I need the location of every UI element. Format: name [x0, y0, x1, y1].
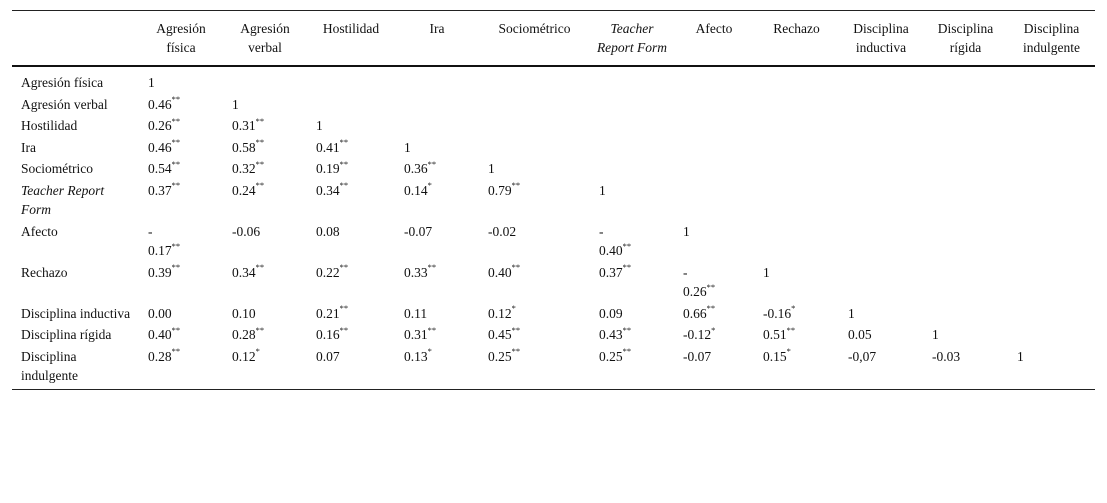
table-cell — [479, 220, 590, 261]
significance-marker: ** — [427, 158, 437, 169]
table-header — [12, 11, 1095, 67]
table-cell — [674, 261, 754, 302]
cell-value: 0.25 — [599, 348, 623, 364]
table-cell — [307, 220, 395, 261]
column-header-label: Rechazo — [773, 21, 820, 36]
table-cell — [839, 345, 923, 390]
cell-value: 0.24 — [232, 182, 256, 198]
table-cell — [754, 136, 839, 158]
table-cell — [754, 157, 839, 179]
table-cell — [754, 93, 839, 115]
cell-value: 1 — [232, 96, 239, 112]
cell-value: -0.02 — [488, 223, 517, 239]
table-cell — [307, 114, 395, 136]
significance-marker: ** — [339, 303, 349, 313]
cell-value: 0.11 — [404, 305, 428, 321]
significance-marker: ** — [171, 115, 181, 126]
cell-value: 0.00 — [148, 305, 172, 321]
cell-value: 1 — [488, 161, 495, 176]
header-corner-cell — [12, 11, 139, 67]
significance-marker: ** — [706, 303, 716, 313]
table-cell — [1008, 345, 1095, 390]
column-header-label: Hostilidad — [322, 21, 380, 36]
significance-marker: ** — [427, 324, 437, 335]
significance-marker: * — [791, 303, 796, 313]
significance-marker: * — [511, 303, 516, 313]
cell-value: 0.79 — [488, 182, 512, 198]
table-cell — [395, 114, 479, 136]
cell-value: 0.26 — [148, 118, 172, 133]
cell-value: 0.40 — [488, 264, 512, 280]
table-cell — [479, 114, 590, 136]
significance-marker: ** — [339, 324, 349, 335]
table-cell — [590, 323, 674, 345]
column-header — [754, 11, 839, 67]
significance-marker: ** — [171, 94, 181, 104]
table-cell — [139, 136, 223, 158]
column-header — [307, 11, 395, 67]
row-label: Sociométrico — [21, 161, 93, 176]
table-cell — [590, 302, 674, 324]
table-cell — [479, 157, 590, 179]
cell-value: 0.54 — [148, 161, 172, 176]
cell-value: 0.10 — [232, 305, 256, 321]
significance-marker: ** — [622, 346, 632, 356]
cell-value: 0.33 — [404, 264, 428, 280]
column-header-label: Disciplina indulgente — [1023, 21, 1080, 55]
table-cell — [139, 66, 223, 93]
significance-marker: ** — [255, 324, 265, 335]
table-cell — [307, 136, 395, 158]
table-cell — [674, 136, 754, 158]
table-cell — [839, 220, 923, 261]
column-header — [590, 11, 674, 67]
column-header-label: Agresión física — [156, 21, 206, 55]
cell-value: -0.07 — [683, 348, 712, 364]
table-cell — [839, 157, 923, 179]
table-cell — [479, 302, 590, 324]
cell-value: -0.06 — [232, 223, 261, 239]
cell-value: -0,07 — [848, 348, 877, 364]
cell-value: 0.05 — [848, 327, 872, 342]
cell-value: 0.34 — [232, 264, 256, 280]
significance-marker: ** — [171, 137, 181, 147]
row-label: Rechazo — [21, 264, 68, 280]
table-cell — [395, 323, 479, 345]
table-cell — [674, 114, 754, 136]
significance-marker: ** — [255, 262, 265, 272]
table-cell — [223, 323, 307, 345]
table-row — [12, 93, 1095, 115]
significance-marker: ** — [171, 324, 181, 335]
table-cell — [223, 114, 307, 136]
table-cell — [754, 302, 839, 324]
table-cell — [754, 220, 839, 261]
table-body — [12, 66, 1095, 389]
cell-value: 0.12 — [232, 348, 256, 364]
table-cell — [307, 261, 395, 302]
row-label: Agresión verbal — [21, 96, 108, 112]
row-label: Teacher Report Form — [21, 182, 105, 217]
column-header — [923, 11, 1008, 67]
column-header — [479, 11, 590, 67]
table-cell — [223, 345, 307, 390]
table-cell — [139, 261, 223, 302]
cell-value: 0.41 — [316, 139, 340, 155]
table-cell — [923, 179, 1008, 220]
cell-value: 0.25 — [488, 348, 512, 364]
cell-value: 0.46 — [148, 139, 172, 155]
table-cell — [479, 93, 590, 115]
significance-marker: * — [786, 346, 791, 356]
table-cell — [1008, 136, 1095, 158]
significance-marker: ** — [706, 281, 716, 292]
cell-value: 0.09 — [599, 305, 623, 321]
table-cell — [590, 114, 674, 136]
table-cell — [674, 93, 754, 115]
cell-value: 0.28 — [148, 348, 172, 364]
cell-value: 0.13 — [404, 348, 428, 364]
significance-marker: ** — [511, 262, 521, 272]
table-cell — [923, 136, 1008, 158]
table-cell — [307, 66, 395, 93]
cell-value: - 0.40 — [599, 223, 623, 258]
significance-marker: ** — [255, 137, 265, 147]
column-header-label: Sociométrico — [498, 21, 571, 36]
table-cell — [223, 136, 307, 158]
table-cell — [479, 261, 590, 302]
table-cell — [395, 345, 479, 390]
table-cell — [590, 66, 674, 93]
significance-marker: * — [427, 346, 432, 356]
cell-value: 0.39 — [148, 264, 172, 280]
significance-marker: ** — [339, 158, 349, 169]
cell-value: 0.66 — [683, 305, 707, 321]
cell-value: 1 — [599, 182, 606, 198]
significance-marker: ** — [339, 262, 349, 272]
cell-value: 0.37 — [599, 264, 623, 280]
table-cell — [754, 179, 839, 220]
significance-marker: ** — [171, 158, 181, 169]
table-cell — [395, 179, 479, 220]
table-cell — [754, 114, 839, 136]
column-header-label: Ira — [429, 21, 445, 36]
table-cell — [590, 261, 674, 302]
significance-marker: ** — [622, 324, 632, 335]
table-cell — [923, 220, 1008, 261]
cell-value: -0.03 — [932, 348, 961, 364]
significance-marker: * — [711, 324, 716, 335]
cell-value: 1 — [316, 118, 323, 133]
table-cell — [1008, 114, 1095, 136]
table-cell — [923, 157, 1008, 179]
significance-marker: ** — [171, 346, 181, 356]
table-cell — [1008, 93, 1095, 115]
cell-value: - 0.17 — [148, 223, 172, 258]
column-header — [1008, 11, 1095, 67]
column-header — [139, 11, 223, 67]
significance-marker: ** — [255, 115, 265, 126]
row-label: Disciplina inductiva — [21, 305, 131, 321]
cell-value: -0.07 — [404, 223, 433, 239]
cell-value: 0.37 — [148, 182, 172, 198]
cell-value: 1 — [404, 139, 411, 155]
table-cell — [590, 93, 674, 115]
cell-value: 0.28 — [232, 327, 256, 342]
column-header — [674, 11, 754, 67]
table-cell — [223, 157, 307, 179]
table-cell — [223, 93, 307, 115]
cell-value: 0.07 — [316, 348, 340, 364]
significance-marker: ** — [171, 180, 181, 190]
table-cell — [479, 179, 590, 220]
cell-value: 1 — [848, 305, 855, 321]
table-cell — [674, 323, 754, 345]
table-cell — [223, 220, 307, 261]
significance-marker: ** — [622, 240, 632, 251]
table-cell — [139, 157, 223, 179]
table-cell — [839, 66, 923, 93]
table-cell — [307, 302, 395, 324]
table-cell — [754, 323, 839, 345]
table-cell — [590, 345, 674, 390]
cell-value: 0.08 — [316, 223, 340, 239]
column-header — [395, 11, 479, 67]
table-cell — [839, 261, 923, 302]
table-cell — [1008, 261, 1095, 302]
table-cell — [1008, 302, 1095, 324]
table-row — [12, 261, 1095, 302]
table-cell — [1008, 179, 1095, 220]
table-cell — [139, 93, 223, 115]
table-cell — [479, 345, 590, 390]
table-cell — [395, 93, 479, 115]
cell-value: 0.51 — [763, 327, 787, 342]
table-row — [12, 114, 1095, 136]
table-cell — [479, 66, 590, 93]
cell-value: 0.14 — [404, 182, 428, 198]
column-header — [223, 11, 307, 67]
table-cell — [590, 157, 674, 179]
table-cell — [923, 261, 1008, 302]
significance-marker: ** — [339, 137, 349, 147]
row-label: Afecto — [21, 223, 58, 239]
row-label: Hostilidad — [21, 118, 78, 133]
table-cell — [307, 323, 395, 345]
table-cell — [839, 323, 923, 345]
column-header-label: Disciplina rígida — [937, 21, 994, 55]
column-header — [839, 11, 923, 67]
table-cell — [839, 136, 923, 158]
cell-value: 0.15 — [763, 348, 787, 364]
table-cell — [479, 323, 590, 345]
row-label: Disciplina rígida — [21, 327, 112, 342]
table-cell — [839, 179, 923, 220]
table-cell — [923, 114, 1008, 136]
table-cell — [674, 302, 754, 324]
cell-value: 0.19 — [316, 161, 340, 176]
cell-value: 0.36 — [404, 161, 428, 176]
table-cell — [839, 114, 923, 136]
significance-marker: ** — [255, 180, 265, 190]
cell-value: 1 — [1017, 348, 1024, 364]
significance-marker: ** — [511, 180, 521, 190]
cell-value: 0.46 — [148, 96, 172, 112]
table-cell — [395, 66, 479, 93]
column-header-label: Disciplina inductiva — [853, 21, 909, 55]
table-row — [12, 66, 1095, 93]
significance-marker: ** — [339, 180, 349, 190]
table-cell — [1008, 323, 1095, 345]
table-cell — [674, 157, 754, 179]
table-cell — [590, 136, 674, 158]
table-cell — [395, 261, 479, 302]
row-label: Agresión física — [21, 75, 104, 90]
cell-value: 0.32 — [232, 161, 256, 176]
cell-value: 0.45 — [488, 327, 512, 342]
cell-value: 0.31 — [232, 118, 256, 133]
significance-marker: * — [427, 180, 432, 190]
table-row — [12, 345, 1095, 390]
significance-marker: * — [255, 346, 260, 356]
cell-value: 1 — [932, 327, 939, 342]
column-header-label: Agresión verbal — [240, 21, 290, 55]
significance-marker: ** — [171, 262, 181, 272]
cell-value: -0.12 — [683, 327, 712, 342]
table-cell — [674, 345, 754, 390]
cell-value: 0.16 — [316, 327, 340, 342]
correlation-table — [12, 10, 1095, 390]
header-row — [12, 11, 1095, 67]
significance-marker: ** — [171, 240, 181, 251]
table-cell — [674, 179, 754, 220]
column-header-label: Teacher Report Form — [596, 21, 668, 55]
significance-marker: ** — [511, 324, 521, 335]
cell-value: -0.16 — [763, 305, 792, 321]
significance-marker: ** — [786, 324, 796, 335]
table-cell — [754, 66, 839, 93]
row-label: Ira — [21, 139, 36, 155]
cell-value: 0.22 — [316, 264, 340, 280]
table-cell — [1008, 157, 1095, 179]
row-label: Disciplina indulgente — [21, 348, 78, 383]
table-row — [12, 302, 1095, 324]
table-cell — [923, 345, 1008, 390]
table-cell — [223, 66, 307, 93]
significance-marker: ** — [427, 262, 437, 272]
cell-value: 1 — [148, 75, 155, 90]
table-cell — [307, 93, 395, 115]
table-cell — [395, 157, 479, 179]
table-cell — [590, 179, 674, 220]
cell-value: - 0.26 — [683, 264, 707, 299]
table-cell — [923, 302, 1008, 324]
table-cell — [674, 66, 754, 93]
significance-marker: ** — [622, 262, 632, 272]
table-cell — [754, 345, 839, 390]
table-cell — [139, 220, 223, 261]
table-cell — [139, 179, 223, 220]
cell-value: 0.58 — [232, 139, 256, 155]
table-cell — [307, 345, 395, 390]
table-cell — [674, 220, 754, 261]
cell-value: 0.21 — [316, 305, 340, 321]
table-cell — [923, 323, 1008, 345]
table-cell — [395, 136, 479, 158]
table-cell — [139, 323, 223, 345]
table-cell — [223, 302, 307, 324]
table-row — [12, 220, 1095, 261]
table-row — [12, 179, 1095, 220]
table-cell — [923, 66, 1008, 93]
significance-marker: ** — [511, 346, 521, 356]
table-row — [12, 323, 1095, 345]
table-cell — [139, 302, 223, 324]
table-cell — [590, 220, 674, 261]
correlation-table-container — [12, 10, 1095, 390]
table-row — [12, 136, 1095, 158]
table-cell — [139, 114, 223, 136]
table-cell — [839, 302, 923, 324]
cell-value: 1 — [763, 264, 770, 280]
table-cell — [923, 93, 1008, 115]
table-cell — [139, 345, 223, 390]
table-cell — [223, 179, 307, 220]
table-row — [12, 157, 1095, 179]
cell-value: 1 — [683, 223, 690, 239]
table-cell — [754, 261, 839, 302]
cell-value: 0.40 — [148, 327, 172, 342]
table-cell — [223, 261, 307, 302]
table-cell — [1008, 220, 1095, 261]
table-cell — [839, 93, 923, 115]
table-cell — [395, 302, 479, 324]
significance-marker: ** — [255, 158, 265, 169]
table-cell — [1008, 66, 1095, 93]
table-cell — [307, 157, 395, 179]
column-header-label: Afecto — [695, 21, 733, 36]
cell-value: 0.12 — [488, 305, 512, 321]
cell-value: 0.43 — [599, 327, 623, 342]
table-cell — [395, 220, 479, 261]
cell-value: 0.34 — [316, 182, 340, 198]
table-cell — [479, 136, 590, 158]
cell-value: 0.31 — [404, 327, 428, 342]
table-cell — [307, 179, 395, 220]
